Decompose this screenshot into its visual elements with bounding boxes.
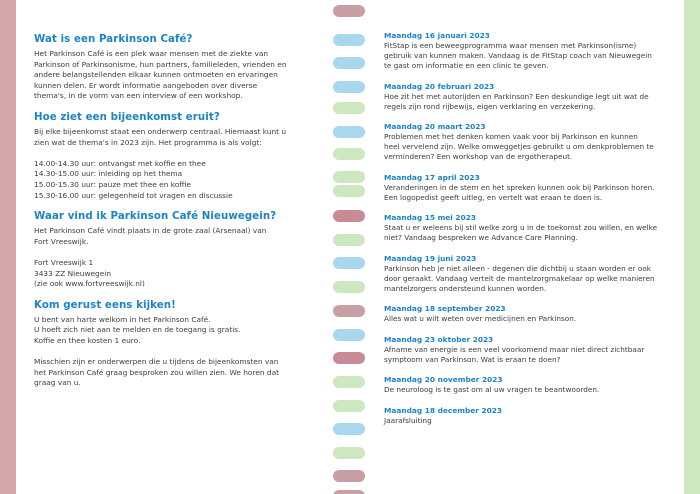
website-link[interactable]: (zie ook www.fortvreeswijk.nl) <box>34 279 145 289</box>
event-description <box>384 385 676 395</box>
section-body <box>34 226 324 290</box>
decorative-pill-column <box>328 0 372 494</box>
text-line: Het Parkinson Café is een plek waar mensen met de ziekte van <box>34 49 269 58</box>
schedule-item: 14.30-15.00 uur: inleiding op het thema <box>34 169 183 179</box>
schedule-item: 14.00-14.30 uur: ontvangst met koffie en thee <box>34 158 206 168</box>
text-line: Staat u er weleens bij stil welke zorg u in de toekomst zou willen, en welke <box>384 223 658 232</box>
text-line: zien wat de thema's in 2023 zijn. Het programma is als volgt: <box>34 137 262 147</box>
text-line: Alles wat u wilt weten over medicijnen en Parkinson. <box>384 314 577 323</box>
text-line: Hoe zit het met autorijden en Parkinson? Een deskundige legt uit wat de <box>384 91 649 101</box>
pill-decoration <box>333 305 365 317</box>
text-line: niet? Vandaag bespreken we Advance Care Planning. <box>384 233 578 242</box>
section-title: Kom gerust eens kijken! <box>34 299 176 311</box>
event-date: Maandag 19 juni 2023 <box>384 253 477 263</box>
event-item <box>384 122 676 162</box>
text-line: thema's, in de vorm van een interview of een workshop. <box>34 91 243 101</box>
text-line: Jaarafsluiting <box>384 415 432 425</box>
text-line: Fort Vreeswijk. <box>34 236 89 246</box>
event-description <box>384 416 676 426</box>
event-date: Maandag 17 april 2023 <box>384 172 480 182</box>
pill-decoration <box>333 281 365 293</box>
event-item <box>384 254 676 294</box>
pill-decoration <box>333 57 365 69</box>
event-description <box>384 132 676 162</box>
event-description <box>384 183 676 203</box>
text-line: mantelzorgers ondersteund kunnen worden. <box>384 283 547 293</box>
text-line: kunnen delen. Er wordt informatie aangeboden over diverse <box>34 80 258 90</box>
pill-decoration <box>333 470 365 482</box>
event-date: Maandag 23 oktober 2023 <box>384 334 494 344</box>
pill-decoration <box>333 102 365 114</box>
section-body <box>34 49 324 102</box>
text-line: Koffie en thee kosten 1 euro. <box>34 335 141 345</box>
right-decorative-bar <box>684 0 700 494</box>
text-line: Afname van energie is een veel voorkomend maar niet direct zichtbaar <box>384 344 645 354</box>
section-title: Waar vind ik Parkinson Café Nieuwegein? <box>34 211 277 223</box>
text-line: Parkinson heb je niet alleen - degenen die dichtbij u staan worden er ook <box>384 263 652 273</box>
event-item <box>384 213 676 243</box>
event-date: Maandag 18 december 2023 <box>384 405 503 415</box>
text-line: De neuroloog is te gast om al uw vragen te beantwoorden. <box>384 385 600 394</box>
program-column <box>384 31 676 436</box>
section-title: Wat is een Parkinson Café? <box>34 34 193 45</box>
section-body <box>34 315 324 389</box>
text-line: Bij elke bijeenkomst staat een onderwerp centraal. Hiernaast kunt u <box>34 126 287 136</box>
text-line: andere belangstellenden elkaar kunnen ontmoeten en ervaringen <box>34 70 278 80</box>
text-line: graag van u. <box>34 378 81 388</box>
text-line: regels zijn rond rijbewijs, eigen verklaring en verzekering. <box>384 101 596 111</box>
event-description <box>384 345 676 365</box>
event-item <box>384 375 676 395</box>
event-item <box>384 31 676 71</box>
text-line: door geraakt. Vandaag vertelt de mantelzorgmakelaar op welke manieren <box>384 273 655 283</box>
section-body <box>34 127 324 201</box>
event-date: Maandag 18 september 2023 <box>384 304 506 313</box>
pill-decoration <box>333 148 365 160</box>
left-decorative-bar <box>0 0 16 494</box>
text-line: heel vervelend zijn. Welke omweggetjes gebruikt u om denkproblemen te <box>384 142 654 151</box>
text-line: Misschien zijn er onderwerpen die u tijdens de bijeenkomsten van <box>34 357 279 367</box>
pill-decoration <box>333 234 365 246</box>
event-description <box>384 223 676 243</box>
pill-decoration <box>333 329 365 341</box>
section-meeting <box>34 112 324 201</box>
event-item <box>384 82 676 112</box>
event-date: Maandag 15 mei 2023 <box>384 213 476 222</box>
event-item <box>384 304 676 324</box>
pill-decoration <box>333 210 365 222</box>
text-line: Veranderingen in de stem en het spreken kunnen ook bij Parkinson horen. <box>384 182 655 192</box>
pill-decoration <box>333 126 365 138</box>
pill-decoration <box>333 34 365 46</box>
event-item <box>384 173 676 203</box>
pill-decoration <box>333 490 365 494</box>
pill-decoration <box>333 185 365 197</box>
event-item <box>384 335 676 365</box>
pill-decoration <box>333 376 365 388</box>
schedule-item: 15.30-16.00 uur: gelegenheid tot vragen en discussie <box>34 190 233 200</box>
text-line: FitStap is een beweegprogramma waar mensen met Parkinson(isme) <box>384 41 637 50</box>
text-line: Een logopedist geeft uitleg, en vertelt wat eraan te doen is. <box>384 192 603 202</box>
pill-decoration <box>333 352 365 364</box>
pill-decoration <box>333 257 365 269</box>
pill-decoration <box>333 5 365 17</box>
section-what-is <box>34 34 324 102</box>
pill-decoration <box>333 81 365 93</box>
pill-decoration <box>333 423 365 435</box>
text-line: symptoom van Parkinson. Wat is eraan te doen? <box>384 354 561 364</box>
text-line: U hoeft zich niet aan te melden en de toegang is gratis. <box>34 325 241 335</box>
section-location <box>34 211 324 290</box>
event-date: Maandag 20 maart 2023 <box>384 122 486 131</box>
section-title: Hoe ziet een bijeenkomst eruit? <box>34 111 220 123</box>
pill-decoration <box>333 447 365 459</box>
event-date: Maandag 16 januari 2023 <box>384 31 490 40</box>
text-line: U bent van harte welkom in het Parkinson Café. <box>34 314 211 324</box>
text-line: verminderen? Een workshop van de ergotherapeut. <box>384 152 573 161</box>
pill-decoration <box>333 171 365 183</box>
schedule-item: 15.00-15.30 uur: pauze met thee en koffie <box>34 179 191 189</box>
section-welcome <box>34 300 324 389</box>
event-description <box>384 264 676 294</box>
text-line: Parkinson of Parkinsonisme, hun partners, familieleden, vrienden en <box>34 59 287 69</box>
event-date: Maandag 20 februari 2023 <box>384 81 495 91</box>
address-line: Fort Vreeswijk 1 <box>34 257 94 267</box>
event-item <box>384 406 676 426</box>
event-date: Maandag 20 november 2023 <box>384 375 503 384</box>
event-description <box>384 92 676 112</box>
event-description <box>384 314 676 324</box>
text-line: Het Parkinson Café vindt plaats in de grote zaal (Arsenaal) van <box>34 226 267 236</box>
address-line: 3433 ZZ Nieuwegein <box>34 268 112 278</box>
text-line: Problemen met het denken komen vaak voor bij Parkinson en kunnen <box>384 132 638 141</box>
pill-decoration <box>333 400 365 412</box>
text-line: het Parkinson Café graag besproken zou willen zien. We horen dat <box>34 367 280 377</box>
event-description <box>384 41 676 71</box>
text-line: gebruik van kunnen maken. Vandaag is de FitStap coach van Nieuwegein <box>384 51 652 60</box>
info-column <box>34 34 324 399</box>
text-line: te gast om informatie en een clinic te geven. <box>384 61 549 70</box>
